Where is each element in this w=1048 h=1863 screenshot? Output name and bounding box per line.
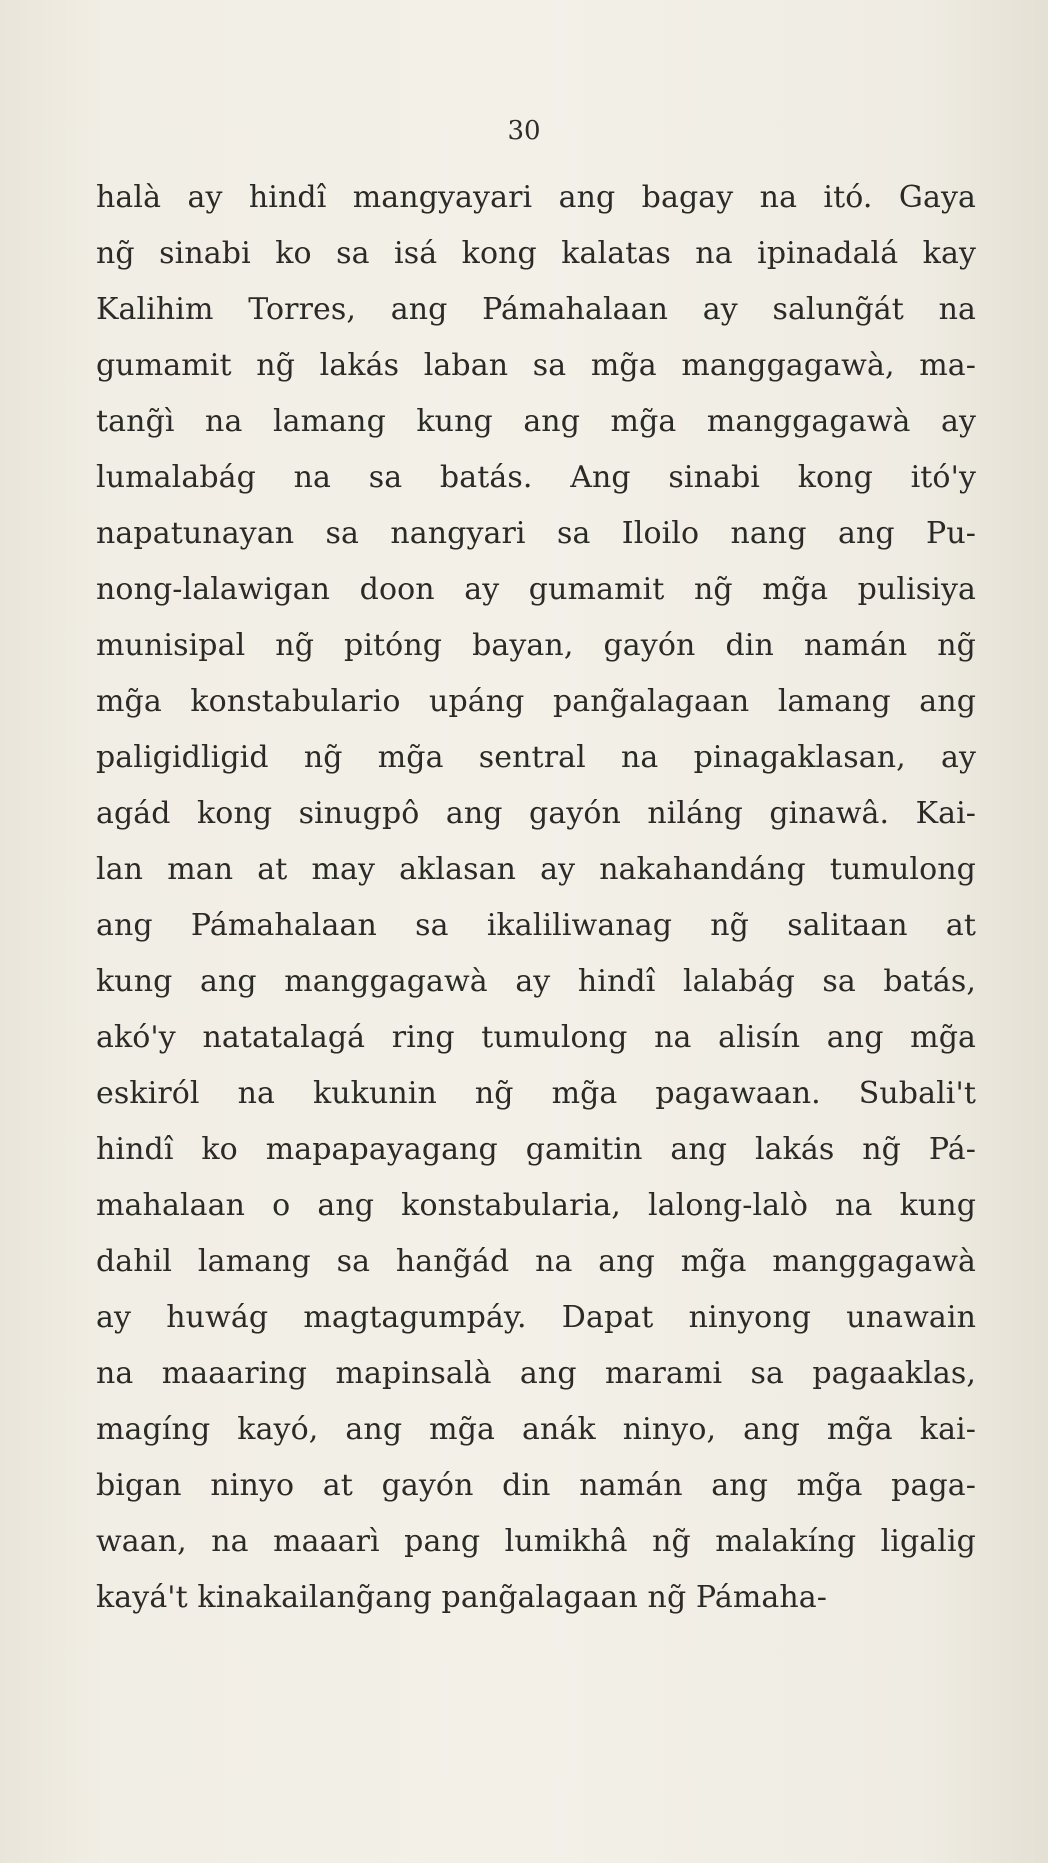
text-line: na maaaring mapinsalà ang marami sa pagaaklas, [96,1356,976,1391]
text-line: hindî ko mapapayagang gamitin ang lakás ng̃ Pá- [96,1132,976,1167]
text-line: mahalaan o ang konstabularia, lalong-lalò na kung [96,1188,976,1223]
text-line: waan, na maaarì pang lumikhâ ng̃ malakíng ligalig [96,1524,976,1559]
text-line: agád kong sinugpô ang gayón niláng ginawâ. Kai- [96,796,976,831]
text-line: tang̃ì na lamang kung ang mg̃a manggagawà ay [96,404,976,439]
text-line: Kalihim Torres, ang Pámahalaan ay salung̃át na [96,292,976,327]
text-line: akó'y natatalagá ring tumulong na alisín ang mg̃a [96,1020,976,1055]
text-line: mg̃a konstabulario upáng pang̃alagaan lamang ang [96,684,976,719]
text-line: kayá't kinakailang̃ang pang̃alagaan ng̃ Pámaha- [96,1580,828,1615]
text-line: napatunayan sa nangyari sa Iloilo nang ang Pu- [96,516,976,551]
text-line: gumamit ng̃ lakás laban sa mg̃a manggagawà, ma- [96,348,976,383]
text-line: paligidligid ng̃ mg̃a sentral na pinagaklasan, ay [96,740,976,775]
text-line: eskiról na kukunin ng̃ mg̃a pagawaan. Subali't [96,1076,976,1111]
text-line: bigan ninyo at gayón din namán ang mg̃a paga- [96,1468,976,1503]
text-line: dahil lamang sa hang̃ád na ang mg̃a manggagawà [96,1244,976,1279]
text-line: lumalabág na sa batás. Ang sinabi kong itó'y [96,460,976,495]
page-number: 30 [507,116,541,146]
text-line: munisipal ng̃ pitóng bayan, gayón din namán ng̃ [96,628,976,663]
text-line: kung ang manggagawà ay hindî lalabág sa batás, [96,964,976,999]
text-line: magíng kayó, ang mg̃a anák ninyo, ang mg̃a kai- [96,1412,976,1447]
text-line: nong-lalawigan doon ay gumamit ng̃ mg̃a pulisiya [96,572,976,607]
text-line: ng̃ sinabi ko sa isá kong kalatas na ipinadalá kay [96,236,976,271]
text-line: lan man at may aklasan ay nakahandáng tumulong [96,852,976,887]
text-line: ay huwág magtagumpáy. Dapat ninyong unawain [96,1300,976,1335]
text-line: halà ay hindî mangyayari ang bagay na itó. Gaya [96,180,976,215]
body-text [96,170,976,1626]
text-line: ang Pámahalaan sa ikaliliwanag ng̃ salitaan at [96,908,976,943]
